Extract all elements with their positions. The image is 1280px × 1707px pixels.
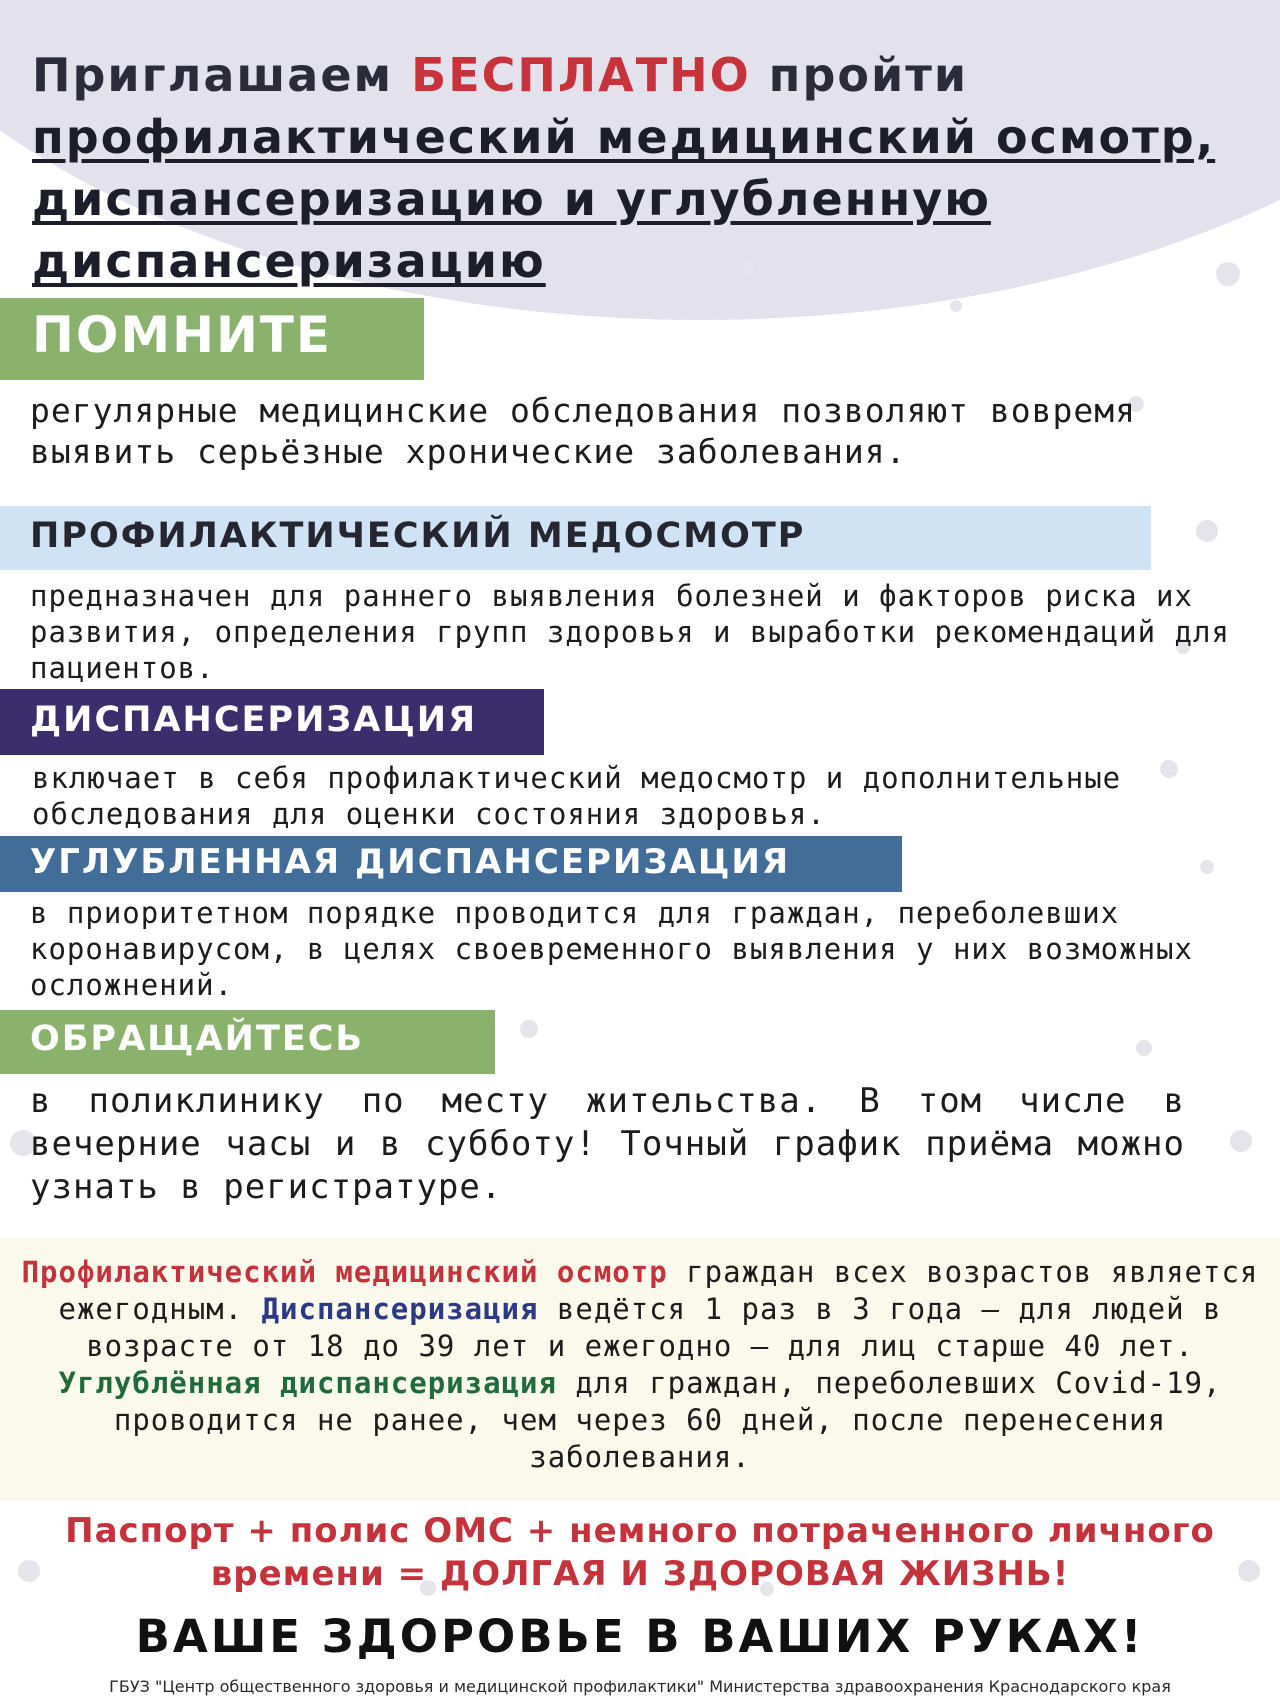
section-contact-text: в поликлинику по месту жительства. В том числе в вечерние часы и в субботу! Точный график приёма можно узнать в регистратуре. — [30, 1081, 1185, 1207]
headline-line-3: диспансеризацию и углубленную — [32, 172, 991, 226]
section-dispensary-text: включает в себя профилактический медосмотр и дополнительные обследования для оценки состояния здоровья. — [32, 761, 1122, 831]
headline-line-2: профилактический медицинский осмотр, — [32, 110, 1216, 164]
headline-go: пройти — [750, 48, 969, 102]
section-dispensary-title: ДИСПАНСЕРИЗАЦИЯ — [0, 689, 544, 755]
section-checkup-title: ПРОФИЛАКТИЧЕСКИЙ МЕДОСМОТР — [0, 506, 1151, 570]
footer-org: ГБУЗ "Центр общественного здоровья и медицинской профилактики" Министерства здравоохранения Краснодарского края — [109, 1677, 1171, 1696]
section-remember-text: регулярные медицинские обследования позволяют вовремя выявить серьёзные хронические заболевания. — [30, 391, 1136, 471]
section-extended-title: УГЛУБЛЕННАЯ ДИСПАНСЕРИЗАЦИЯ — [0, 836, 902, 892]
info-text — [20, 1254, 1260, 1476]
info-checkup-label: Профилактический медицинский осмотр — [21, 1255, 668, 1289]
section-extended-text: в приоритетном порядке проводится для граждан, переболевших коронавирусом, в целях своевременного выявления у них возможных осложнений. — [30, 896, 1193, 1002]
info-extended-text: для граждан, переболевших Covid-19, проводится не ранее, чем через 60 дней, после перенесения заболевания. — [113, 1366, 1222, 1474]
info-dispensary-text: ведётся 1 раз в 3 года – для людей в возрасте от 18 до 39 лет и ежегодно – для лиц старше 40 лет. — [86, 1292, 1222, 1363]
section-contact-title: ОБРАЩАЙТЕСЬ — [0, 1010, 495, 1074]
decor-dot — [1136, 1040, 1152, 1056]
decor-dot — [1230, 1130, 1252, 1152]
section-checkup-text: предназначен для раннего выявления болезней и факторов риска их развития, определения групп здоровья и выработки рекомендаций для пациентов. — [30, 579, 1230, 685]
headline-free: БЕСПЛАТНО — [411, 48, 751, 102]
page-headline — [32, 44, 1262, 292]
info-dispensary-label: Диспансеризация — [261, 1292, 539, 1326]
decor-dot — [1196, 520, 1218, 542]
decor-dot — [18, 1560, 40, 1582]
section-remember-title: ПОМНИТЕ — [0, 298, 424, 380]
formula-text: Паспорт + полис ОМС + немного потраченного личного времени = ДОЛГАЯ И ЗДОРОВАЯ ЖИЗНЬ! — [65, 1511, 1215, 1594]
info-extended-label: Углублённая диспансеризация — [58, 1366, 557, 1400]
info-checkup-text: граждан всех возрастов является ежегодным. — [58, 1255, 1259, 1326]
headline-line-1 — [32, 44, 1262, 106]
decor-dot — [950, 300, 962, 312]
decor-dot — [1238, 1560, 1260, 1582]
headline-line-4: диспансеризацию — [32, 234, 546, 288]
decor-dot — [520, 1020, 538, 1038]
slogan: ВАШЕ ЗДОРОВЬЕ В ВАШИХ РУКАХ! — [135, 1610, 1145, 1663]
headline-intro: Приглашаем — [32, 48, 412, 102]
decor-dot — [1200, 860, 1214, 874]
